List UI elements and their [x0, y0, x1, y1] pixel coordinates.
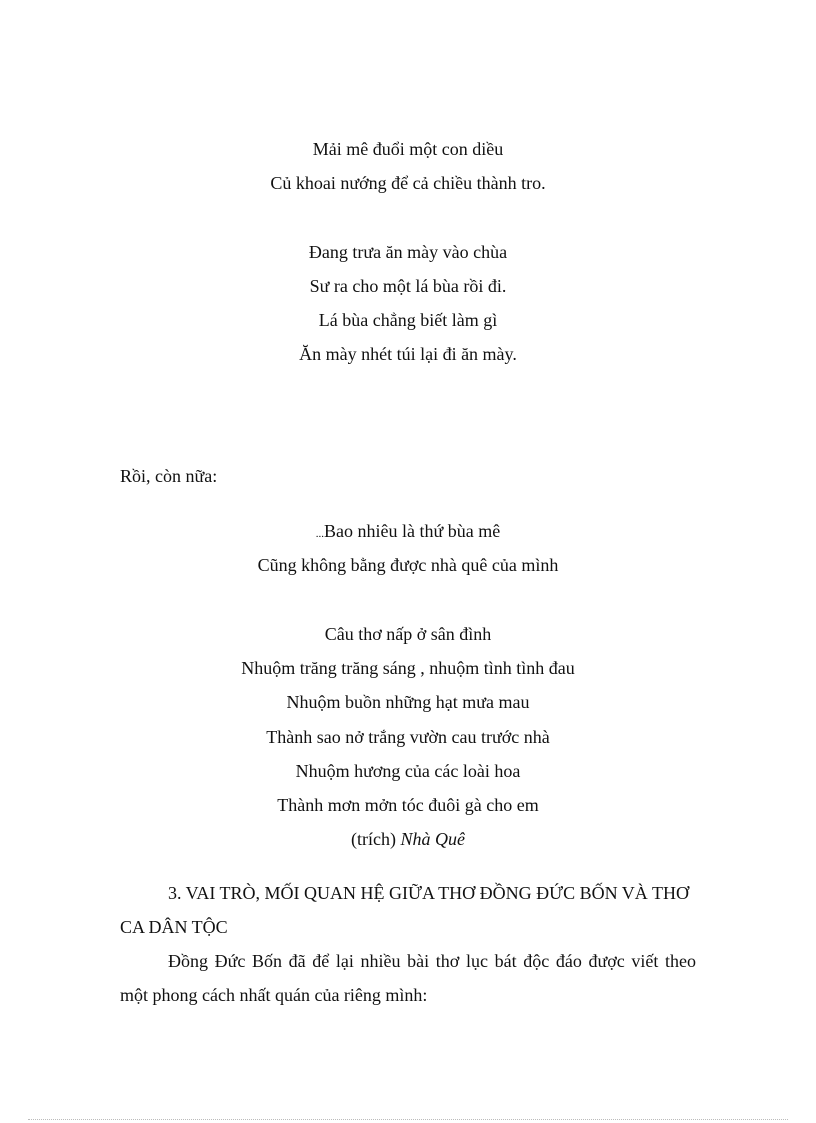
verse-line: Mải mê đuổi một con diều	[312, 139, 504, 159]
verse-line: Sư ra cho một lá bùa rồi đi.	[309, 276, 507, 296]
verse-text: Bao nhiêu là thứ bùa mê	[324, 521, 501, 541]
page-bottom-rule	[28, 1119, 788, 1120]
verse-line: Nhuộm hương của các loài hoa	[295, 761, 521, 781]
verse-line: Ăn mày nhét túi lại đi ăn mày.	[299, 344, 517, 364]
verse-line: Nhuộm trăng trăng sáng , nhuộm tình tình đau	[241, 658, 575, 678]
intro-text: Rồi, còn nữa:	[120, 466, 218, 486]
ellipsis: ...	[315, 528, 325, 540]
verse-line	[0, 519, 816, 546]
citation-title: Nhà Quê	[400, 829, 465, 849]
verse-line: Câu thơ nấp ở sân đình	[324, 624, 492, 644]
citation	[0, 827, 816, 851]
verse-line: Cũng không bằng được nhà quê của mình	[257, 555, 559, 575]
verse-line: Thành sao nở trắng vườn cau trước nhà	[266, 727, 550, 747]
section-heading: 3. VAI TRÒ, MỐI QUAN HỆ GIỮA THƠ ĐỒNG ĐỨC BỐN VÀ THƠ CA DÂN TỘC	[120, 883, 689, 937]
verse-line: Lá bùa chẳng biết làm gì	[318, 310, 498, 330]
verse-line: Thành mơn mởn tóc đuôi gà cho em	[277, 795, 539, 815]
verse-line: Đang trưa ăn mày vào chùa	[308, 242, 508, 262]
body-paragraph: Đồng Đức Bốn đã để lại nhiều bài thơ lục bát độc đáo được viết theo một phong cách nhất quán của riêng mình:	[120, 951, 696, 1005]
verse-line: Nhuộm buồn những hạt mưa mau	[286, 692, 530, 712]
verse-line: Củ khoai nướng để cả chiều thành tro.	[270, 173, 546, 193]
citation-prefix: (trích)	[351, 829, 401, 849]
